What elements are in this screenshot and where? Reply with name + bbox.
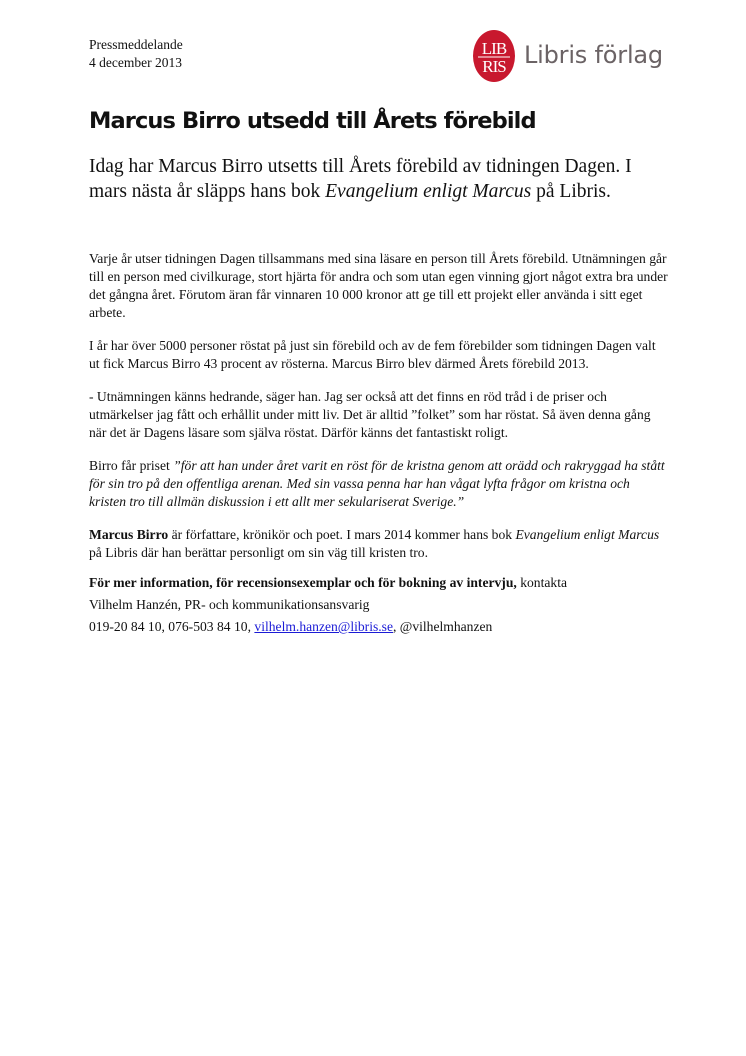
- lead-text-before: Idag har Marcus Birro utsetts till Årets förebild av tidningen Dagen. I mars nästa år släpps hans bok: [89, 156, 632, 202]
- motivation-intro: Birro får priset: [89, 458, 174, 473]
- release-date: 4 december 2013: [89, 55, 182, 70]
- document-meta: [89, 36, 183, 72]
- paragraph-award-description: Varje år utser tidningen Dagen tillsammans med sina läsare en person till Årets förebild. Utnämningen går till en person med civilkurage, stort hjärta för andra och som utan egen vinning gjort något extra bra under det gångna året. Förutom äran får vinnaren 10 000 kronor att ge till ett projekt eller använda i sitt eget arbete.: [89, 251, 668, 320]
- article-body: [89, 250, 669, 638]
- author-book-title: Evangelium enligt Marcus: [515, 527, 660, 542]
- svg-text:LIB: LIB: [481, 39, 507, 58]
- lead-paragraph: [89, 154, 669, 204]
- contact-details-line: [89, 616, 669, 638]
- contact-phones: 019-20 84 10, 076-503 84 10,: [89, 619, 255, 634]
- paragraph-quote-birro: - Utnämningen känns hedrande, säger han. Jag ser också att det finns en röd tråd i de priser och utmärkelser jag fått och erhållit under mitt liv. Det är alltid ”folket” som har röstat. Så även denna gång när det är Dagens läsare som själva röstat. Därför känns det fantastiskt roligt.: [89, 389, 651, 440]
- contact-intro-rest: kontakta: [516, 575, 568, 590]
- publisher-name: Libris förlag: [524, 41, 663, 69]
- doc-type: Pressmeddelande: [89, 37, 183, 52]
- paragraph-prize-motivation: [89, 457, 669, 511]
- paragraph-vote-result: I år har över 5000 personer röstat på just sin förebild och av de fem förebilder som tidningen Dagen valt ut fick Marcus Birro 43 procent av rösterna. Marcus Birro blev därmed Årets förebild 2013.: [89, 338, 656, 371]
- author-bio-text1: är författare, krönikör och poet. I mars 2014 kommer hans bok: [168, 527, 516, 542]
- motivation-quote: ”för att han under året varit en röst för de kristna genom att orädd och rakryggad ha stått för sin tro på den offentliga arenan. Med sin vassa penna har han vågat lyfta frågor om kristna och kristen tro till allmän diskussion i ett allt mer sekulariserat Sverige.”: [89, 458, 665, 509]
- contact-intro-bold: För mer information, för recensionsexemplar och för bokning av intervju,: [89, 575, 517, 590]
- author-name: Marcus Birro: [89, 527, 169, 542]
- libris-logo: [470, 28, 670, 86]
- paragraph-author-bio: [89, 526, 669, 562]
- author-bio-text2: på Libris där han berättar personligt om sin väg till kristen tro.: [89, 545, 429, 560]
- contact-twitter: @vilhelmhanzen: [399, 619, 493, 634]
- headline: Marcus Birro utsedd till Årets förebild: [89, 108, 536, 134]
- lead-text-after: på Libris.: [531, 181, 611, 202]
- svg-text:RIS: RIS: [482, 57, 506, 76]
- contact-email-link[interactable]: vilhelm.hanzen@libris.se: [254, 619, 393, 634]
- contact-block: [89, 572, 669, 638]
- contact-intro-line: [89, 572, 669, 594]
- contact-separator: ,: [393, 619, 400, 634]
- contact-person: Vilhelm Hanzén, PR- och kommunikationsansvarig: [89, 597, 370, 612]
- lead-book-title: Evangelium enligt Marcus: [325, 181, 532, 202]
- libris-seal-icon: [472, 29, 516, 83]
